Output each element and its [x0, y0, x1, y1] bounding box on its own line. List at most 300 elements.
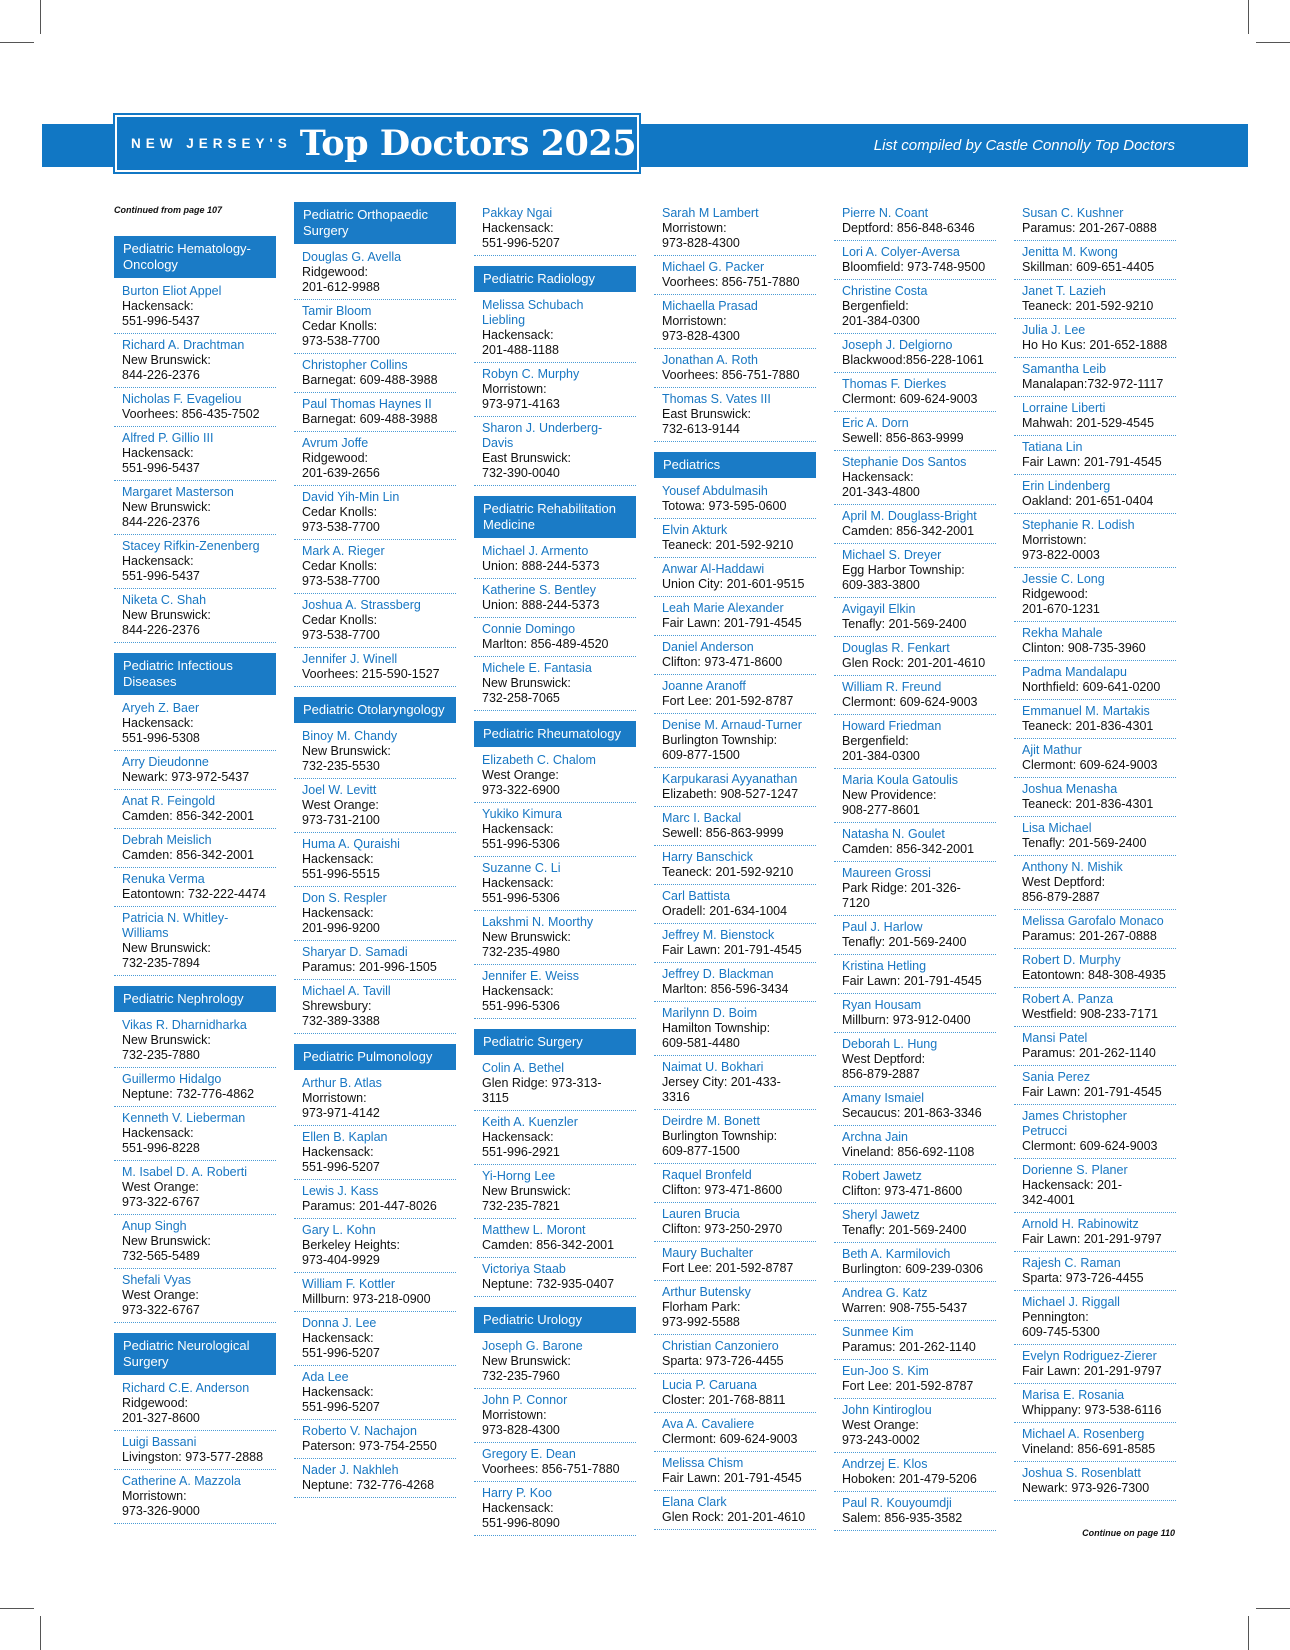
- doctor-contact: Camden: 856-342-2001: [122, 809, 255, 823]
- doctor-name: Guillermo Hidalgo: [122, 1072, 222, 1086]
- doctor-name: Lori A. Colyer-Aversa: [842, 245, 960, 259]
- doctor-name: Avrum Joffe: [302, 436, 369, 450]
- doctor-entry: [294, 1422, 456, 1459]
- doctor-contact: Clermont: 609-624-9003: [1022, 758, 1158, 772]
- doctor-contact: 844-226-2376: [122, 515, 200, 529]
- doctor-contact: Oradell: 201-634-1004: [662, 904, 788, 918]
- doctor-name: Jennifer E. Weiss: [482, 969, 580, 983]
- doctor-name: Joseph G. Barone: [482, 1339, 583, 1353]
- doctor-name: Luigi Bassani: [122, 1435, 197, 1449]
- doctor-contact: 201-327-8600: [122, 1411, 200, 1425]
- doctor-name: Elvin Akturk: [662, 523, 728, 537]
- doctor-name: Sunmee Kim: [842, 1325, 914, 1339]
- doctor-contact: Voorhees: 856-435-7502: [122, 407, 260, 421]
- doctor-entry: [114, 1109, 276, 1161]
- doctor-name: Alfred P. Gillio III: [122, 431, 214, 445]
- doctor-name: Harry P. Koo: [482, 1486, 552, 1500]
- doctor-name: Patricia N. Whitley-Williams: [122, 911, 229, 940]
- doctor-contact: Fair Lawn: 201-791-4545: [842, 974, 982, 988]
- doctor-contact: Millburn: 973-218-0900: [302, 1292, 431, 1306]
- doctor-name: Maureen Grossi: [842, 866, 931, 880]
- doctor-contact: New Brunswick:: [122, 500, 211, 514]
- doctor-entry: [654, 1058, 816, 1110]
- doctor-contact: Camden: 856-342-2001: [842, 842, 975, 856]
- doctor-contact: 973-326-9000: [122, 1504, 200, 1518]
- doctor-contact: Morristown:: [1022, 533, 1087, 547]
- doctor-contact: 732-613-9144: [662, 422, 740, 436]
- doctor-name: Susan C. Kushner: [1022, 206, 1124, 220]
- doctor-name: Eun-Joo S. Kim: [842, 1364, 929, 1378]
- doctor-entry: [654, 887, 816, 924]
- doctor-name: Samantha Leib: [1022, 362, 1107, 376]
- doctor-contact: Fair Lawn: 201-791-4545: [662, 1471, 802, 1485]
- doctor-contact: Paramus: 201-267-0888: [1022, 929, 1157, 943]
- doctor-contact: West Orange:: [122, 1180, 199, 1194]
- doctor-entry: [834, 1206, 996, 1243]
- doctor-name: Evelyn Rodriguez-Zierer: [1022, 1349, 1157, 1363]
- doctor-name: Jenitta M. Kwong: [1022, 245, 1118, 259]
- doctor-entry: [834, 282, 996, 334]
- doctor-entry: [1014, 858, 1176, 910]
- doctor-contact: New Brunswick:: [122, 608, 211, 622]
- doctor-entry: [474, 659, 636, 711]
- doctor-entry: [114, 1070, 276, 1107]
- doctor-entry: [114, 336, 276, 388]
- doctor-name: Don S. Respler: [302, 891, 387, 905]
- doctor-name: Arthur Butensky: [662, 1285, 751, 1299]
- doctor-contact: Morristown:: [662, 314, 727, 328]
- doctor-entry: [834, 414, 996, 451]
- doctor-contact: Paterson: 973-754-2550: [302, 1439, 437, 1453]
- doctor-name: Sharyar D. Samadi: [302, 945, 408, 959]
- doctor-name: Lakshmi N. Moorthy: [482, 915, 594, 929]
- doctor-entry: [294, 1128, 456, 1180]
- doctor-entry: [1014, 321, 1176, 358]
- doctor-contact: Sparta: 973-726-4455: [662, 1354, 784, 1368]
- doctor-contact: Blackwood:856-228-1061: [842, 353, 984, 367]
- doctor-entry: [1014, 702, 1176, 739]
- doctor-entry: [294, 1074, 456, 1126]
- doctor-contact: Bergenfield:: [842, 299, 909, 313]
- doctor-contact: Voorhees: 856-751-7880: [662, 275, 800, 289]
- doctor-entry: [114, 483, 276, 535]
- doctor-entry: [294, 650, 456, 687]
- doctor-contact: Secaucus: 201-863-3346: [842, 1106, 982, 1120]
- doctor-entry: [1014, 741, 1176, 778]
- doctor-contact: Bloomfield: 973-748-9500: [842, 260, 986, 274]
- doctor-entry: [834, 453, 996, 505]
- doctor-contact: 201-670-1231: [1022, 602, 1100, 616]
- doctor-contact: 551-996-8228: [122, 1141, 200, 1155]
- doctor-entry: [834, 1455, 996, 1492]
- doctor-entry: [474, 581, 636, 618]
- doctor-contact: Ridgewood:: [122, 1396, 189, 1410]
- doctor-name: Douglas G. Avella: [302, 250, 402, 264]
- doctor-name: Gregory E. Dean: [482, 1447, 576, 1461]
- doctor-name: Matthew L. Moront: [482, 1223, 586, 1237]
- doctor-contact: Camden: 856-342-2001: [122, 848, 255, 862]
- doctor-contact: Clinton: 908-735-3960: [1022, 641, 1146, 655]
- doctor-contact: West Orange:: [482, 768, 559, 782]
- doctor-entry: [654, 1283, 816, 1335]
- doctor-contact: Fort Lee: 201-592-8787: [842, 1379, 974, 1393]
- doctor-name: Michael G. Packer: [662, 260, 765, 274]
- title-prefix: NEW JERSEY'S: [131, 136, 292, 151]
- doctor-contact: 551-996-2921: [482, 1145, 560, 1159]
- doctor-entry: [654, 1376, 816, 1413]
- doctor-contact: New Brunswick:: [482, 1184, 571, 1198]
- doctor-name: Archna Jain: [842, 1130, 909, 1144]
- doctor-entry: [834, 1362, 996, 1399]
- doctor-name: Lorraine Liberti: [1022, 401, 1106, 415]
- doctor-contact: Fair Lawn: 201-291-9797: [1022, 1364, 1162, 1378]
- doctor-name: Connie Domingo: [482, 622, 576, 636]
- doctor-entry: [654, 204, 816, 256]
- doctor-name: Stephanie Dos Santos: [842, 455, 967, 469]
- crop-mark: [1256, 1608, 1290, 1609]
- doctor-entry: [474, 1167, 636, 1219]
- doctor-name: Ellen B. Kaplan: [302, 1130, 388, 1144]
- doctor-contact: Hackensack:: [302, 906, 374, 920]
- doctor-entry: [834, 1494, 996, 1531]
- doctor-contact: Hackensack:: [482, 876, 554, 890]
- doctor-contact: Neptune: 732-776-4862: [122, 1087, 255, 1101]
- doctor-contact: West Deptford:: [1022, 875, 1106, 889]
- doctor-name: Thomas S. Vates III: [662, 392, 771, 406]
- doctor-contact: 973-828-4300: [482, 1423, 560, 1437]
- doctor-contact: Clifton: 973-471-8600: [842, 1184, 963, 1198]
- doctor-name: Denise M. Arnaud-Turner: [662, 718, 802, 732]
- doctor-name: John P. Connor: [482, 1393, 568, 1407]
- doctor-contact: Clermont: 609-624-9003: [662, 1432, 798, 1446]
- doctor-contact: 732-235-5530: [302, 759, 380, 773]
- doctor-name: Beth A. Karmilovich: [842, 1247, 951, 1261]
- doctor-contact: Millburn: 973-912-0400: [842, 1013, 971, 1027]
- doctor-contact: 342-4001: [1022, 1193, 1075, 1207]
- doctor-contact: Cedar Knolls:: [302, 613, 378, 627]
- doctor-entry: [1014, 624, 1176, 661]
- doctor-contact: Tenafly: 201-569-2400: [842, 935, 967, 949]
- doctor-name: Tatiana Lin: [1022, 440, 1083, 454]
- doctor-contact: 551-996-5437: [122, 314, 200, 328]
- doctor-entry: [114, 699, 276, 751]
- doctor-entry: [1014, 990, 1176, 1027]
- doctor-contact: 973-822-0003: [1022, 548, 1100, 562]
- doctor-name: Julia J. Lee: [1022, 323, 1086, 337]
- doctor-name: David Yih-Min Lin: [302, 490, 400, 504]
- doctor-name: Arthur B. Atlas: [302, 1076, 382, 1090]
- doctor-contact: Hamilton Township:: [662, 1021, 771, 1035]
- doctor-entry: [654, 297, 816, 349]
- doctor-entry: [294, 434, 456, 486]
- doctor-name: Paul R. Kouyoumdji: [842, 1496, 952, 1510]
- doctor-contact: Teaneck: 201-592-9210: [1022, 299, 1154, 313]
- doctor-entry: [114, 831, 276, 868]
- doctor-name: Joshua A. Strassberg: [302, 598, 421, 612]
- directory-column-4: [654, 204, 816, 1532]
- doctor-name: Christian Canzoniero: [662, 1339, 779, 1353]
- doctor-contact: 973-243-0002: [842, 1433, 920, 1447]
- doctor-contact: 908-277-8601: [842, 803, 920, 817]
- doctor-contact: Neptune: 732-935-0407: [482, 1277, 615, 1291]
- doctor-name: Christopher Collins: [302, 358, 408, 372]
- doctor-contact: New Brunswick:: [482, 1354, 571, 1368]
- doctor-contact: Clermont: 609-624-9003: [842, 695, 978, 709]
- doctor-name: Michael J. Armento: [482, 544, 589, 558]
- doctor-entry: [834, 1284, 996, 1321]
- doctor-name: Stacey Rifkin-Zenenberg: [122, 539, 260, 553]
- doctor-contact: Hackensack:: [302, 852, 374, 866]
- doctor-contact: 551-996-5207: [482, 236, 560, 250]
- doctor-entry: [294, 1182, 456, 1219]
- doctor-name: Gary L. Kohn: [302, 1223, 376, 1237]
- doctor-entry: [1014, 1029, 1176, 1066]
- doctor-contact: 551-996-5207: [302, 1400, 380, 1414]
- doctor-contact: Vineland: 856-691-8585: [1022, 1442, 1156, 1456]
- doctor-contact: West Orange:: [122, 1288, 199, 1302]
- doctor-contact: 973-992-5588: [662, 1315, 740, 1329]
- doctor-name: Kenneth V. Lieberman: [122, 1111, 246, 1125]
- crop-mark: [1256, 42, 1290, 43]
- doctor-name: Raquel Bronfeld: [662, 1168, 752, 1182]
- doctor-contact: New Brunswick:: [482, 930, 571, 944]
- doctor-entry: [1014, 243, 1176, 280]
- doctor-contact: Elizabeth: 908-527-1247: [662, 787, 799, 801]
- doctor-contact: Paramus: 201-267-0888: [1022, 221, 1157, 235]
- doctor-entry: [834, 717, 996, 769]
- doctor-entry: [114, 1163, 276, 1215]
- doctor-contact: Sparta: 973-726-4455: [1022, 1271, 1144, 1285]
- doctor-name: Katherine S. Bentley: [482, 583, 596, 597]
- doctor-contact: Morristown:: [482, 1408, 547, 1422]
- doctor-contact: Salem: 856-935-3582: [842, 1511, 963, 1525]
- doctor-contact: Hackensack:: [842, 470, 914, 484]
- doctor-entry: [1014, 204, 1176, 241]
- doctor-contact: Tenafly: 201-569-2400: [842, 617, 967, 631]
- doctor-entry: [294, 248, 456, 300]
- doctor-contact: Morristown:: [302, 1091, 367, 1105]
- doctor-name: April M. Douglass-Bright: [842, 509, 977, 523]
- doctor-name: Sania Perez: [1022, 1070, 1091, 1084]
- doctor-entry: [834, 1035, 996, 1087]
- doctor-contact: Barnegat: 609-488-3988: [302, 373, 438, 387]
- doctor-entry: [294, 781, 456, 833]
- doctor-entry: [834, 825, 996, 862]
- doctor-entry: [294, 356, 456, 393]
- doctor-name: Nader J. Nakhleh: [302, 1463, 399, 1477]
- doctor-contact: 201-343-4800: [842, 485, 920, 499]
- doctor-contact: 551-996-8090: [482, 1516, 560, 1530]
- doctor-entry: [114, 429, 276, 481]
- doctor-name: Daniel Anderson: [662, 640, 754, 654]
- doctor-contact: Glen Rock: 201-201-4610: [662, 1510, 806, 1524]
- doctor-entry: [1014, 399, 1176, 436]
- doctor-contact: West Orange:: [842, 1418, 919, 1432]
- doctor-entry: [474, 859, 636, 911]
- doctor-contact: 973-322-6767: [122, 1195, 200, 1209]
- doctor-contact: 609-745-5300: [1022, 1325, 1100, 1339]
- doctor-contact: Hackensack:: [122, 1126, 194, 1140]
- doctor-contact: Cedar Knolls:: [302, 319, 378, 333]
- doctor-contact: Fair Lawn: 201-291-9797: [1022, 1232, 1162, 1246]
- doctor-contact: Paramus: 201-447-8026: [302, 1199, 437, 1213]
- doctor-contact: 732-565-5489: [122, 1249, 200, 1263]
- specialty-header: Pediatric Urology: [474, 1307, 636, 1333]
- doctor-name: Richard C.E. Anderson: [122, 1381, 250, 1395]
- doctor-name: Burton Eliot Appel: [122, 284, 222, 298]
- doctor-name: Eric A. Dorn: [842, 416, 909, 430]
- doctor-entry: [294, 488, 456, 540]
- doctor-entry: [114, 870, 276, 907]
- doctor-contact: Skillman: 609-651-4405: [1022, 260, 1155, 274]
- doctor-name: Kristina Hetling: [842, 959, 927, 973]
- doctor-entry: [834, 1167, 996, 1204]
- doctor-entry: [654, 716, 816, 768]
- doctor-contact: Marlton: 856-489-4520: [482, 637, 609, 651]
- doctor-name: Catherine A. Mazzola: [122, 1474, 241, 1488]
- doctor-entry: [654, 258, 816, 295]
- doctor-entry: [1014, 663, 1176, 700]
- specialty-header: Pediatrics: [654, 452, 816, 478]
- doctor-entry: [834, 1245, 996, 1282]
- doctor-contact: Cedar Knolls:: [302, 505, 378, 519]
- doctor-contact: Pennington:: [1022, 1310, 1089, 1324]
- doctor-name: Ryan Housam: [842, 998, 922, 1012]
- doctor-contact: Clifton: 973-250-2970: [662, 1222, 783, 1236]
- doctor-contact: New Providence:: [842, 788, 937, 802]
- doctor-entry: [834, 771, 996, 823]
- doctor-name: Richard A. Drachtman: [122, 338, 245, 352]
- doctor-name: Victoriya Staab: [482, 1262, 566, 1276]
- doctor-contact: Park Ridge: 201-326-7120: [842, 881, 961, 910]
- doctor-entry: [474, 1113, 636, 1165]
- doctor-contact: Westfield: 908-233-7171: [1022, 1007, 1158, 1021]
- doctor-name: Sharon J. Underberg-Davis: [482, 421, 603, 450]
- directory-column-3: [474, 204, 636, 1538]
- doctor-entry: [294, 943, 456, 980]
- doctor-name: Karpukarasi Ayyanathan: [662, 772, 798, 786]
- specialty-header: Pediatric Nephrology: [114, 986, 276, 1012]
- doctor-entry: [1014, 438, 1176, 475]
- doctor-name: Paul J. Harlow: [842, 920, 923, 934]
- doctor-entry: [1014, 516, 1176, 568]
- doctor-name: Anwar Al-Haddawi: [662, 562, 765, 576]
- doctor-entry: [294, 1461, 456, 1498]
- title-box: [113, 113, 641, 174]
- doctor-entry: [1014, 1425, 1176, 1462]
- doctor-name: Joel W. Levitt: [302, 783, 377, 797]
- doctor-name: Michael A. Rosenberg: [1022, 1427, 1145, 1441]
- doctor-contact: 973-322-6900: [482, 783, 560, 797]
- doctor-contact: Hackensack: 201-: [1022, 1178, 1123, 1192]
- doctor-entry: [654, 1004, 816, 1056]
- doctor-name: Deirdre M. Bonett: [662, 1114, 760, 1128]
- doctor-name: Pierre N. Coant: [842, 206, 929, 220]
- specialty-header: Pediatric Rehabilitation Medicine: [474, 496, 636, 538]
- doctor-name: Ada Lee: [302, 1370, 349, 1384]
- doctor-contact: Marlton: 856-596-3434: [662, 982, 789, 996]
- doctor-contact: Union: 888-244-5373: [482, 598, 600, 612]
- doctor-name: Anat R. Feingold: [122, 794, 216, 808]
- doctor-contact: 973-731-2100: [302, 813, 380, 827]
- doctor-name: Joshua S. Rosenblatt: [1022, 1466, 1141, 1480]
- doctor-name: Lisa Michael: [1022, 821, 1092, 835]
- doctor-contact: Burlington Township:: [662, 733, 778, 747]
- doctor-contact: 973-828-4300: [662, 236, 740, 250]
- doctor-contact: Hackensack:: [482, 984, 554, 998]
- doctor-contact: Hackensack:: [482, 822, 554, 836]
- doctor-contact: New Brunswick:: [302, 744, 391, 758]
- doctor-contact: West Orange:: [302, 798, 379, 812]
- specialty-header: Pediatric Hematology-Oncology: [114, 236, 276, 278]
- doctor-entry: [1014, 912, 1176, 949]
- specialty-header: Pediatric Pulmonology: [294, 1044, 456, 1070]
- doctor-name: Aryeh Z. Baer: [122, 701, 200, 715]
- doctor-entry: [654, 677, 816, 714]
- doctor-contact: 732-390-0040: [482, 466, 560, 480]
- doctor-contact: 973-538-7700: [302, 574, 380, 588]
- doctor-contact: Cedar Knolls:: [302, 559, 378, 573]
- doctor-name: Marc I. Backal: [662, 811, 742, 825]
- doctor-contact: Clermont: 609-624-9003: [842, 392, 978, 406]
- doctor-entry: [294, 1368, 456, 1420]
- doctor-entry: [1014, 1386, 1176, 1423]
- doctor-entry: [1014, 360, 1176, 397]
- doctor-entry: [474, 1484, 636, 1536]
- page-title: Top Doctors 2025: [299, 123, 637, 164]
- doctor-name: Michael J. Riggall: [1022, 1295, 1120, 1309]
- doctor-entry: [654, 1337, 816, 1374]
- doctor-entry: [834, 600, 996, 637]
- doctor-name: Michael A. Tavill: [302, 984, 391, 998]
- doctor-name: Anup Singh: [122, 1219, 187, 1233]
- doctor-contact: 973-322-6767: [122, 1303, 200, 1317]
- doctor-entry: [834, 1089, 996, 1126]
- doctor-contact: 732-235-7821: [482, 1199, 560, 1213]
- doctor-name: Robert Jawetz: [842, 1169, 922, 1183]
- doctor-name: Roberto V. Nachajon: [302, 1424, 417, 1438]
- doctor-entry: [1014, 282, 1176, 319]
- doctor-contact: Fair Lawn: 201-791-4545: [1022, 1085, 1162, 1099]
- doctor-contact: 551-996-5515: [302, 867, 380, 881]
- doctor-contact: Teaneck: 201-592-9210: [662, 538, 794, 552]
- doctor-name: Leah Marie Alexander: [662, 601, 784, 615]
- doctor-name: M. Isabel D. A. Roberti: [122, 1165, 248, 1179]
- doctor-contact: 856-879-2887: [842, 1067, 920, 1081]
- doctor-name: Lauren Brucia: [662, 1207, 740, 1221]
- doctor-name: Douglas R. Fenkart: [842, 641, 950, 655]
- specialty-header: Pediatric Orthopaedic Surgery: [294, 202, 456, 244]
- doctor-contact: Hoboken: 201-479-5206: [842, 1472, 977, 1486]
- doctor-contact: 973-971-4163: [482, 397, 560, 411]
- doctor-entry: [654, 351, 816, 388]
- doctor-entry: [654, 638, 816, 675]
- doctor-name: Rajesh C. Raman: [1022, 1256, 1121, 1270]
- doctor-name: Paul Thomas Haynes II: [302, 397, 432, 411]
- compiled-by-note: List compiled by Castle Connolly Top Doctors: [873, 137, 1175, 154]
- doctor-name: Joanne Aranoff: [662, 679, 746, 693]
- doctor-entry: [1014, 570, 1176, 622]
- crop-mark: [40, 0, 41, 34]
- doctor-contact: 973-538-7700: [302, 334, 380, 348]
- doctor-contact: Fair Lawn: 201-791-4545: [662, 616, 802, 630]
- doctor-contact: 973-538-7700: [302, 520, 380, 534]
- doctor-contact: 844-226-2376: [122, 368, 200, 382]
- doctor-entry: [114, 792, 276, 829]
- doctor-entry: [834, 957, 996, 994]
- doctor-contact: 201-996-9200: [302, 921, 380, 935]
- doctor-entry: [294, 302, 456, 354]
